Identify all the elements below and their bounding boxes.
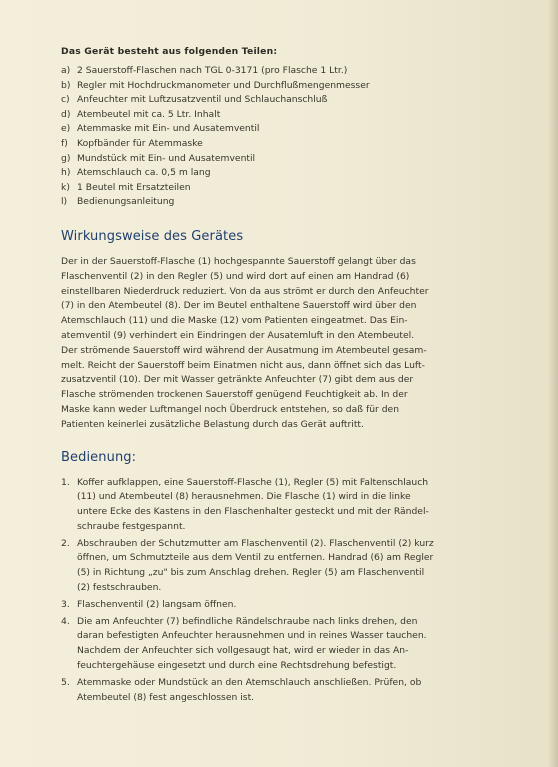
page-content: [61, 46, 473, 707]
bedienung-step: [61, 598, 473, 613]
step-text-line: daran befestigten Anfeuchter herausnehmen und in reines Wasser tauchen.: [77, 630, 427, 642]
parts-list-item: [61, 195, 473, 210]
parts-item-text: Regler mit Hochdruckmanometer und Durchflußmengenmesser: [77, 79, 370, 91]
parts-item-letter: l): [61, 196, 68, 208]
parts-item-text: Bedienungsanleitung: [77, 196, 175, 208]
parts-item-text: Kopfbänder für Atemmaske: [77, 137, 203, 149]
parts-item-letter: d): [61, 108, 71, 120]
paragraph-line: zusatzventil (10). Der mit Wasser getränkte Anfeuchter (7) gibt dem aus der: [61, 374, 414, 386]
step-number: 1.: [61, 476, 70, 488]
step-number: 4.: [61, 615, 70, 627]
parts-item-letter: f): [61, 137, 68, 149]
step-text-line: schraube festgespannt.: [77, 520, 186, 532]
parts-item-letter: e): [61, 123, 71, 135]
bedienung-step: [61, 676, 473, 706]
parts-item-text: 1 Beutel mit Ersatzteilen: [77, 181, 191, 193]
parts-list-item: [61, 122, 473, 137]
bedienung-steps: [61, 476, 473, 706]
bedienung-step: [61, 476, 473, 535]
step-text-line: Koffer aufklappen, eine Sauerstoff-Flasche (1), Regler (5) mit Faltenschlauch: [77, 476, 429, 488]
parts-list-item: [61, 181, 473, 196]
paragraph-line: Der in der Sauerstoff-Flasche (1) hochgespannte Sauerstoff gelangt über das: [61, 255, 416, 267]
step-number: 5.: [61, 676, 70, 688]
parts-item-text: 2 Sauerstoff-Flaschen nach TGL 0-3171 (pro Flasche 1 Ltr.): [77, 65, 348, 76]
page-edge-shadow: [548, 0, 558, 767]
parts-list-item: [61, 93, 473, 108]
paragraph-line: atemventil (9) verhindert ein Eindringen der Ausatemluft in den Atembeutel.: [61, 329, 415, 341]
parts-item-text: Atemmaske mit Ein- und Ausatemventil: [77, 123, 260, 135]
parts-item-letter: h): [61, 167, 71, 179]
parts-item-text: Atembeutel mit ca. 5 Ltr. Inhalt: [77, 108, 221, 120]
paragraph-line: Flasche strömenden trockenen Sauerstoff genügend Feuchtigkeit ab. In der: [61, 389, 408, 401]
step-text-line: untere Ecke des Kastens in den Flaschenhalter gesteckt und mit der Rändel-: [77, 506, 429, 518]
parts-list-item: [61, 166, 473, 181]
step-text-line: feuchtergehäuse eingesetzt und durch eine Rechtsdrehung befestigt.: [77, 660, 397, 672]
paragraph-line: Flaschenventil (2) in den Regler (5) und wird dort auf einen am Handrad (6): [61, 270, 410, 282]
parts-item-letter: k): [61, 181, 70, 193]
step-text-line: (11) und Atembeutel (8) herausnehmen. Die Flasche (1) wird in die linke: [77, 491, 411, 503]
parts-item-letter: b): [61, 79, 71, 91]
parts-list-item: [61, 79, 473, 94]
bedienung-step: [61, 615, 473, 674]
step-text-line: Abschrauben der Schutzmutter am Flaschenventil (2). Flaschenventil (2) kurz: [77, 537, 434, 549]
step-text-line: (5) in Richtung „zu" bis zum Anschlag drehen. Regler (5) am Flaschenventil: [77, 567, 425, 579]
paragraph-line: melt. Reicht der Sauerstoff beim Einatmen nicht aus, dann öffnet sich das Luft-: [61, 359, 425, 371]
parts-list-item: [61, 108, 473, 123]
step-text-line: Nachdem der Anfeuchter sich vollgesaugt hat, wird er wieder in das An-: [77, 645, 409, 657]
step-text-line: Atemmaske oder Mundstück an den Atemschlauch anschließen. Prüfen, ob: [77, 676, 422, 688]
step-number: 3.: [61, 598, 70, 610]
step-text-line: Flaschenventil (2) langsam öffnen.: [77, 598, 237, 610]
parts-item-letter: g): [61, 152, 71, 164]
parts-list-item: [61, 137, 473, 152]
paragraph-line: Patienten keinerlei zusätzliche Belastung durch das Gerät auftritt.: [61, 418, 364, 430]
step-text-line: Die am Anfeuchter (7) befindliche Rändelschraube nach links drehen, den: [77, 615, 418, 627]
wirkungsweise-title: Wirkungsweise des Gerätes: [61, 228, 244, 244]
parts-item-text: Mundstück mit Ein- und Ausatemventil: [77, 152, 256, 164]
step-number: 2.: [61, 537, 70, 549]
paragraph-line: Der strömende Sauerstoff wird während der Ausatmung im Atembeutel gesam-: [61, 344, 427, 356]
parts-item-text: Atemschlauch ca. 0,5 m lang: [77, 167, 211, 179]
step-text-line: (2) festschrauben.: [77, 582, 162, 594]
parts-heading: Das Gerät besteht aus folgenden Teilen:: [61, 46, 278, 57]
step-text-line: Atembeutel (8) fest angeschlossen ist.: [77, 691, 255, 703]
paragraph-line: einstellbaren Niederdruck reduziert. Von da aus strömt er durch den Anfeuchter: [61, 285, 429, 297]
paragraph-line: Atemschlauch (11) und die Maske (12) vom Patienten eingeatmet. Das Ein-: [61, 315, 408, 327]
parts-list-item: [61, 152, 473, 167]
step-text-line: öffnen, um Schmutzteile aus dem Ventil zu entfernen. Handrad (6) am Regler: [77, 552, 434, 564]
paragraph-line: (7) in den Atembeutel (8). Der im Beutel enthaltene Sauerstoff wird über den: [61, 300, 417, 312]
paragraph-line: Maske kann weder Luftmangel noch Überdruck entstehen, so daß für den: [61, 403, 400, 415]
parts-item-letter: c): [61, 94, 70, 106]
parts-list-item: [61, 64, 473, 79]
wirkungsweise-paragraph: [61, 255, 473, 433]
bedienung-title: Bedienung:: [61, 449, 137, 465]
parts-list: [61, 64, 473, 210]
bedienung-step: [61, 537, 473, 596]
parts-item-text: Anfeuchter mit Luftzusatzventil und Schlauchanschluß: [77, 94, 328, 106]
parts-item-letter: a): [61, 65, 71, 76]
